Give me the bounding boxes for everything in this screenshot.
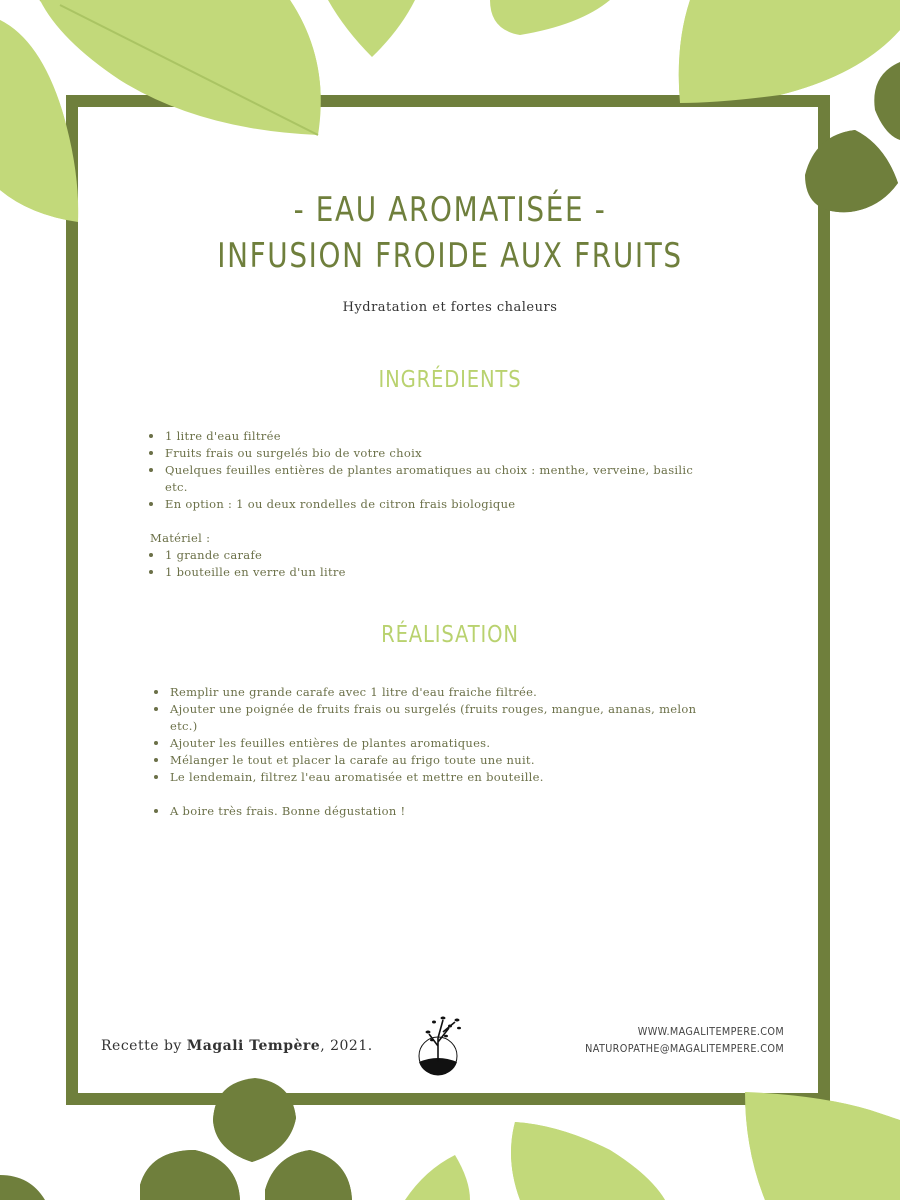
page-subtitle: Hydratation et fortes chaleurs <box>342 300 558 315</box>
realisation-steps <box>154 684 714 786</box>
list-item: Quelques feuilles entières de plantes aromatiques au choix : menthe, verveine, basilic etc. <box>149 462 709 496</box>
tree-logo-icon <box>413 1010 467 1078</box>
realisation-heading: RÉALISATION <box>381 622 519 648</box>
list-item: Le lendemain, filtrez l'eau aromatisée et mettre en bouteille. <box>154 769 714 786</box>
email-link[interactable]: NATUROPATHE@MAGALITEMPERE.COM <box>585 1042 784 1055</box>
page-title-line2: INFUSION FROIDE AUX FRUITS <box>217 236 683 276</box>
list-item: 1 litre d'eau filtrée <box>149 428 709 445</box>
list-item: 1 bouteille en verre d'un litre <box>149 564 709 581</box>
list-item: Ajouter une poignée de fruits frais ou surgelés (fruits rouges, mangue, ananas, melon etc.) <box>154 701 714 735</box>
list-item: Mélanger le tout et placer la carafe au frigo toute une nuit. <box>154 752 714 769</box>
credit-suffix: , 2021. <box>320 1038 373 1054</box>
list-item: En option : 1 ou deux rondelles de citron frais biologique <box>149 496 709 513</box>
contact-info <box>585 1023 784 1057</box>
materiel-list <box>149 547 709 581</box>
list-item: Remplir une grande carafe avec 1 litre d'eau fraiche filtrée. <box>154 684 714 701</box>
website-link[interactable]: WWW.MAGALITEMPERE.COM <box>637 1025 784 1038</box>
credit-prefix: Recette by <box>101 1038 187 1054</box>
author-name: Magali Tempère <box>186 1038 321 1054</box>
ingredients-heading: INGRÉDIENTS <box>378 367 522 393</box>
list-item: Ajouter les feuilles entières de plantes aromatiques. <box>154 735 714 752</box>
final-note-list <box>154 803 714 820</box>
list-item: A boire très frais. Bonne dégustation ! <box>154 803 714 820</box>
materiel-label: Matériel : <box>150 531 211 545</box>
list-item: 1 grande carafe <box>149 547 709 564</box>
recipe-credit <box>101 1038 373 1054</box>
page-title-line1: - EAU AROMATISÉE - <box>293 190 607 230</box>
ingredients-list <box>149 428 709 513</box>
list-item: Fruits frais ou surgelés bio de votre choix <box>149 445 709 462</box>
